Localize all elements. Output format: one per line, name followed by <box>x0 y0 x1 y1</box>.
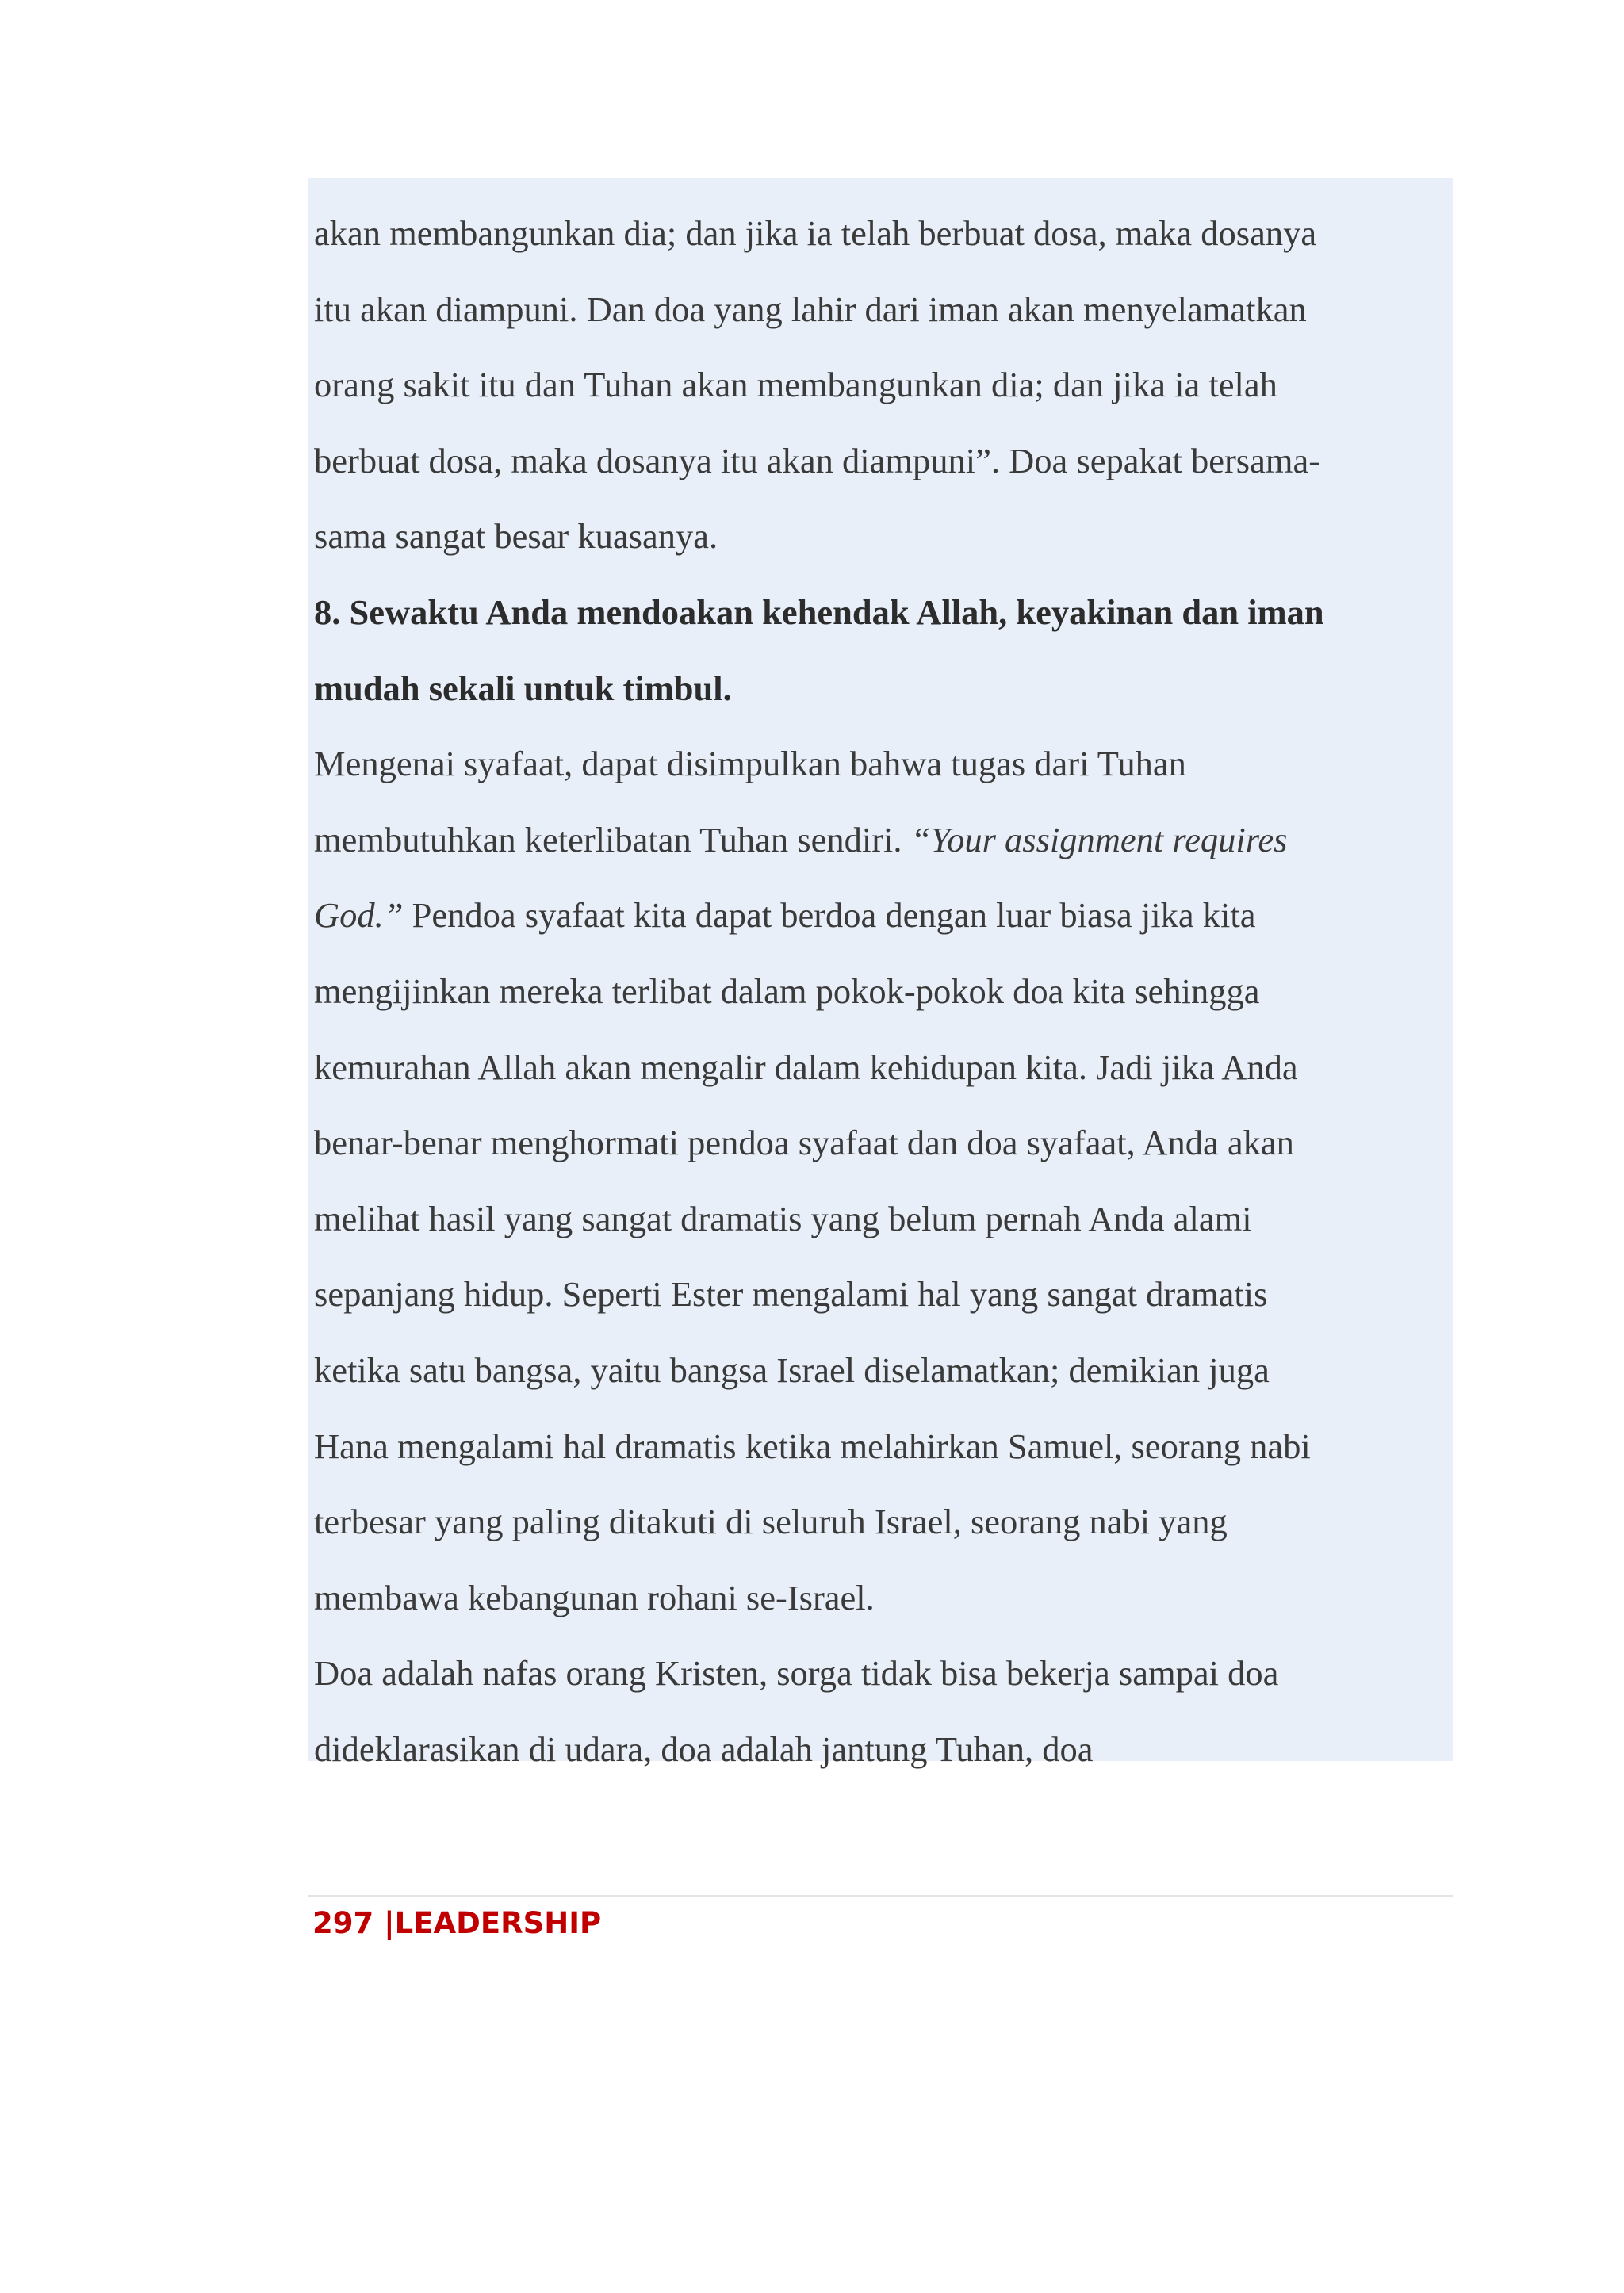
footer-divider <box>308 1895 1453 1897</box>
paragraph-2-rest: Pendoa syafaat kita dapat berdoa dengan luar biasa jika kita mengijinkan mereka terlibat dalam pokok-pokok doa kita sehingga kemurahan Allah akan mengalir dalam kehidupan kita. Jadi jika Anda benar-benar menghormati pendoa syafaat dan doa syafaat, Anda akan melihat hasil yang sangat dramatis yang belum pernah Anda alami sepanjang hidup. Seperti Ester mengalami hal yang sangat dramatis ketika satu bangsa, yaitu bangsa Israel diselamatkan; demikian juga Hana mengalami hal dramatis ketika melahirkan Samuel, seorang nabi terbesar yang paling ditakuti di seluruh Israel, seorang nabi yang membawa kebangunan rohani se-Israel. <box>314 895 1311 1617</box>
paragraph-2-intro: Mengenai syafaat, dapat disimpulkan bahwa tugas dari Tuhan membutuhkan keterlibatan Tuhan sendiri. <box>314 744 1186 859</box>
highlighted-text-block <box>308 178 1453 1769</box>
page-footer: 297 |LEADERSHIP <box>312 1906 602 1940</box>
paragraph-1: akan membangunkan dia; dan jika ia telah berbuat dosa, maka dosanya itu akan diampuni. Dan doa yang lahir dari iman akan menyelamatkan orang sakit itu dan Tuhan akan membangunkan dia; dan jika ia telah berbuat dosa, maka dosanya itu akan diampuni”. Doa sepakat bersama- sama sangat besar kuasanya. <box>314 213 1321 557</box>
paragraph-3: Doa adalah nafas orang Kristen, sorga tidak bisa bekerja sampai doa dideklarasikan di udara, doa adalah jantung Tuhan, doa <box>314 1653 1279 1769</box>
section-heading-8: 8. Sewaktu Anda mendoakan kehendak Allah, keyakinan dan iman mudah sekali untuk timbul. <box>314 591 1324 708</box>
english-quote: “Your assignment requires God.” <box>314 819 1288 936</box>
paragraph-2 <box>314 726 1453 1636</box>
